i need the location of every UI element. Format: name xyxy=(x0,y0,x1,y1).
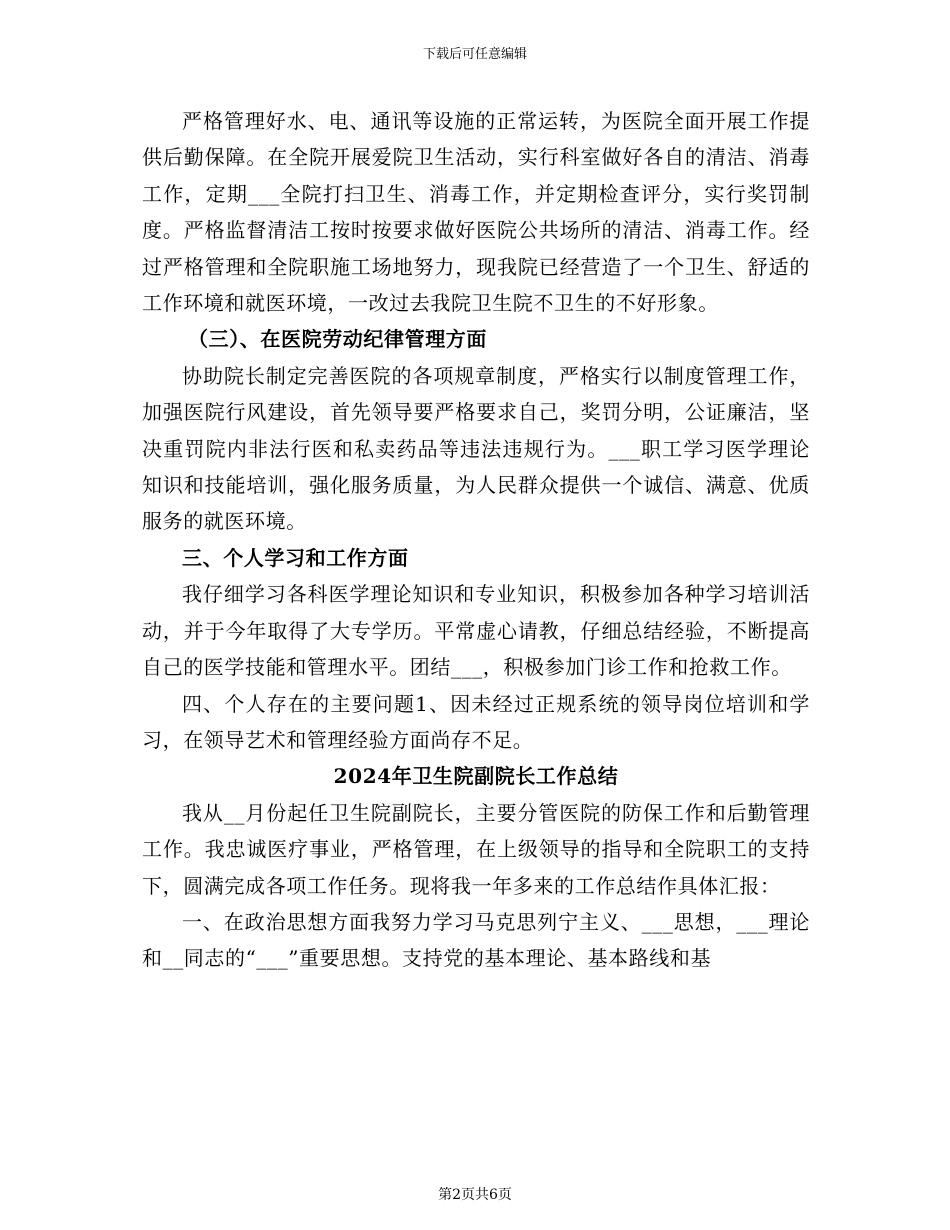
paragraph-logistics: 严格管理好水、电、通讯等设施的正常运转，为医院全面开展工作提供后勤保障。在全院开展爱院卫生活动，实行科室做好各自的清洁、消毒工作，定期___全院打扫卫生、消毒工作，并定期检查评分，实行奖罚制度。严格监督清洁工按时按要求做好医院公共场所的清洁、消毒工作。经过严格管理和全院职施工场地努力，现我院已经营造了一个卫生、舒适的工作环境和就医环境，一改过去我院卫生院不卫生的不好形象。 xyxy=(142,109,810,316)
paragraph-intro: 我从__月份起任卫生院副院长，主要分管医院的防保工作和后勤管理工作。我忠诚医疗事业，严格管理，在上级领导的指导和全院职工的支持下，圆满完成各项工作任务。现将我一年多来的工作总结作具体汇报： xyxy=(142,800,810,898)
section-heading-personal-study: 三、个人学习和工作方面 xyxy=(182,545,409,570)
document-body xyxy=(142,103,810,977)
paragraph-study: 我仔细学习各科医学理论知识和专业知识，积极参加各种学习培训活动，并于今年取得了大专学历。平常虚心请教，仔细总结经验，不断提高自己的医学技能和管理水平。团结___，积极参加门诊工作和抢救工作。 xyxy=(142,582,810,680)
document-title: 2024年卫生院副院长工作总结 xyxy=(333,764,619,789)
section-heading-labor-discipline: （三）、在医院劳动纪律管理方面 xyxy=(188,327,487,352)
page-header: 下载后可任意编辑 xyxy=(422,47,527,62)
paragraph-problems: 四、个人存在的主要问题1、因未经过正规系统的领导岗位培训和学习，在领导艺术和管理经验方面尚存不足。 xyxy=(142,691,810,752)
paragraph-political: 一、在政治思想方面我努力学习马克思列宁主义、___思想，___理论和__同志的“___”重要思想。支持党的基本理论、基本路线和基 xyxy=(142,909,810,971)
page-number: 第2页共6页 xyxy=(438,1187,512,1203)
paragraph-regulations: 协助院长制定完善医院的各项规章制度，严格实行以制度管理工作，加强医院行风建设，首先领导要严格要求自己，奖罚分明，公证廉洁，坚决重罚院内非法行医和私卖药品等违法违规行为。___职工学习医学理论知识和技能培训，强化服务质量，为人民群众提供一个诚信、满意、优质服务的就医环境。 xyxy=(142,363,810,534)
